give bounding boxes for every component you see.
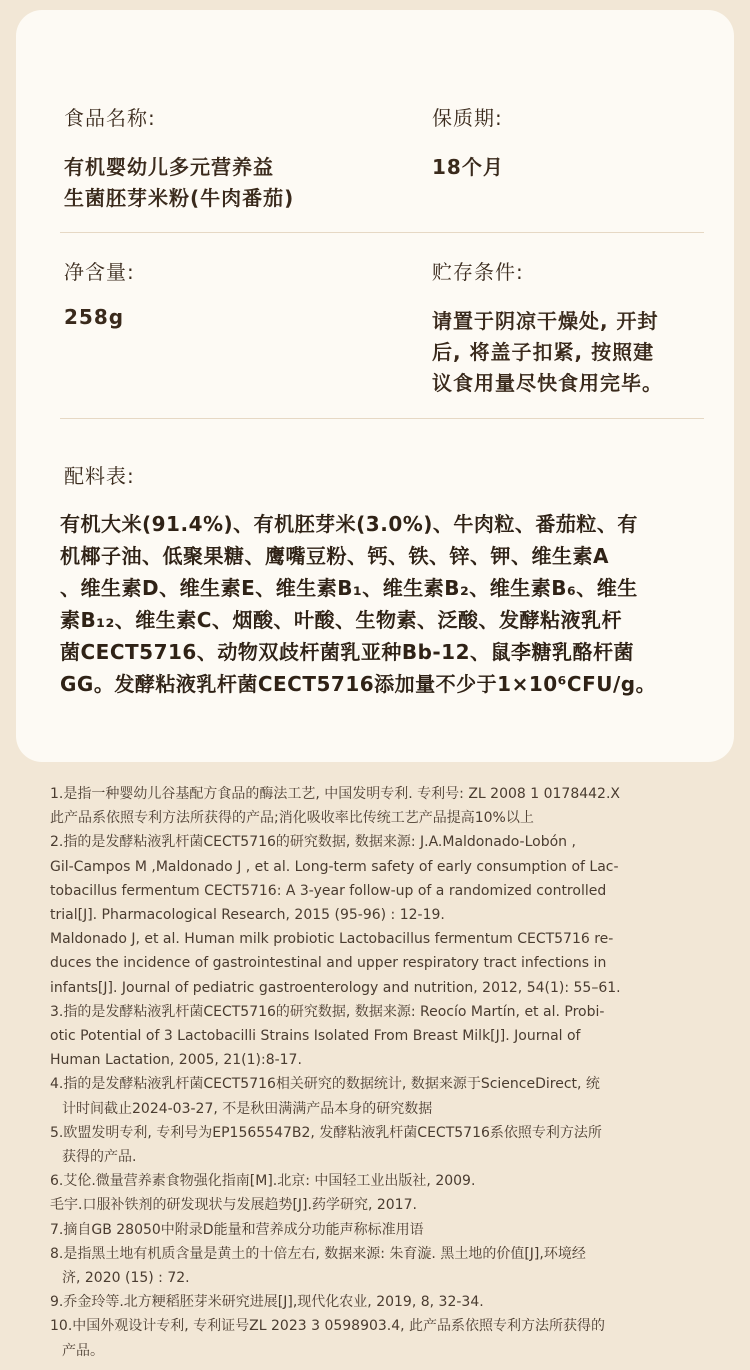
net-content-value: 258g <box>64 305 125 329</box>
ingredients-list <box>60 508 700 700</box>
footnote-line: 3.指的是发酵粘液乳杆菌CECT5716的研究数据, 数据来源: Reocío Martín, et al. Probi- <box>50 1003 605 1020</box>
divider <box>60 418 704 419</box>
product-name-value <box>64 152 294 214</box>
footnote-line: 获得的产品. <box>62 1149 137 1166</box>
ingredients-label: 配料表: <box>64 464 135 488</box>
product-name-line: 生菌胚芽米粉(牛肉番茄) <box>64 186 295 210</box>
footnote-line: 8.是指黑土地有机质含量是黄土的十倍左右, 数据来源: 朱育漩. 黑土地的价值[J],环境经 <box>50 1245 586 1262</box>
footnote-line: 济, 2020 (15) : 72. <box>62 1270 190 1287</box>
product-name-line: 有机婴幼儿多元营养益 <box>64 155 274 179</box>
ingredients-line: 机椰子油、低聚果糖、鹰嘴豆粉、钙、铁、锌、钾、维生素A <box>60 544 609 568</box>
footnote-line: trial[J]. Pharmacological Research, 2015 (95-96) : 12-19. <box>50 907 445 924</box>
footnote-line: infants[J]. Journal of pediatric gastroenterology and nutrition, 2012, 54(1): 55–61. <box>50 979 621 996</box>
storage-label: 贮存条件: <box>432 260 524 284</box>
footnote-line: 毛宇.口服补铁剂的研发现状与发展趋势[J].药学研究, 2017. <box>50 1197 417 1214</box>
footnote-line: 4.指的是发酵粘液乳杆菌CECT5716相关研究的数据统计, 数据来源于ScienceDirect, 统 <box>50 1076 600 1093</box>
divider <box>60 232 704 233</box>
footnote-line: Human Lactation, 2005, 21(1):8-17. <box>50 1052 302 1069</box>
ingredients-line: 素B₁₂、维生素C、烟酸、叶酸、生物素、泛酸、发酵粘液乳杆 <box>60 608 622 632</box>
net-content-label: 净含量: <box>64 260 135 284</box>
storage-line: 后, 将盖子扣紧, 按照建 <box>432 340 655 364</box>
footnote-line: 7.摘自GB 28050中附录D能量和营养成分功能声称标准用语 <box>50 1221 424 1238</box>
product-name-label: 食品名称: <box>64 106 156 130</box>
footnote-line: tobacillus fermentum CECT5716: A 3-year follow-up of a randomized controlled <box>50 882 607 899</box>
footnote-line: 9.乔金玲等.北方粳稻胚芽米研究进展[J],现代化农业, 2019, 8, 32-34. <box>50 1294 484 1311</box>
footnote-line: otic Potential of 3 Lactobacilli Strains Isolated From Breast Milk[J]. Journal of <box>50 1028 581 1045</box>
ingredients-line: 菌CECT5716、动物双歧杆菌乳亚种Bb-12、鼠李糖乳酪杆菌 <box>60 640 635 664</box>
footnote-line: 产品。 <box>62 1342 104 1359</box>
ingredients-line: GG。发酵粘液乳杆菌CECT5716添加量不少于1×10⁶CFU/g。 <box>60 672 657 696</box>
footnote-line: 10.中国外观设计专利, 专利证号ZL 2023 3 0598903.4, 此产品系依照专利方法所获得的 <box>50 1318 606 1335</box>
storage-line: 请置于阴凉干燥处, 开封 <box>432 309 659 333</box>
footnote-line: Maldonado J, et al. Human milk probiotic Lactobacillus fermentum CECT5716 re- <box>50 931 614 948</box>
footnote-line: Gil-Campos M ,Maldonado J , et al. Long-term safety of early consumption of Lac- <box>50 858 619 875</box>
footnote-line: 5.欧盟发明专利, 专利号为EP1565547B2, 发酵粘液乳杆菌CECT5716系依照专利方法所 <box>50 1124 602 1141</box>
footnote-line: duces the incidence of gastrointestinal and upper respiratory tract infections in <box>50 955 607 972</box>
storage-value <box>432 306 663 399</box>
ingredients-line: 有机大米(91.4%)、有机胚芽米(3.0%)、牛肉粒、番茄粒、有 <box>60 512 638 536</box>
shelf-life-value: 18个月 <box>432 155 504 179</box>
footnotes <box>50 782 710 1363</box>
footnote-line: 6.艾伦.微量营养素食物强化指南[M].北京: 中国轻工业出版社, 2009. <box>50 1173 476 1190</box>
shelf-life-label: 保质期: <box>432 106 503 130</box>
storage-line: 议食用量尽快食用完毕。 <box>432 371 663 395</box>
footnote-line: 2.指的是发酵粘液乳杆菌CECT5716的研究数据, 数据来源: J.A.Maldonado-Lobón , <box>50 834 576 851</box>
ingredients-line: 、维生素D、维生素E、维生素B₁、维生素B₂、维生素B₆、维生 <box>60 576 638 600</box>
footnote-line: 此产品系依照专利方法所获得的产品;消化吸收率比传统工艺产品提高10%以上 <box>50 810 534 827</box>
footnote-line: 计时间截止2024-03-27, 不是秋田满满产品本身的研究数据 <box>62 1100 433 1117</box>
footnote-line: 1.是指一种婴幼儿谷基配方食品的酶法工艺, 中国发明专利. 专利号: ZL 2008 1 0178442.X <box>50 786 620 802</box>
